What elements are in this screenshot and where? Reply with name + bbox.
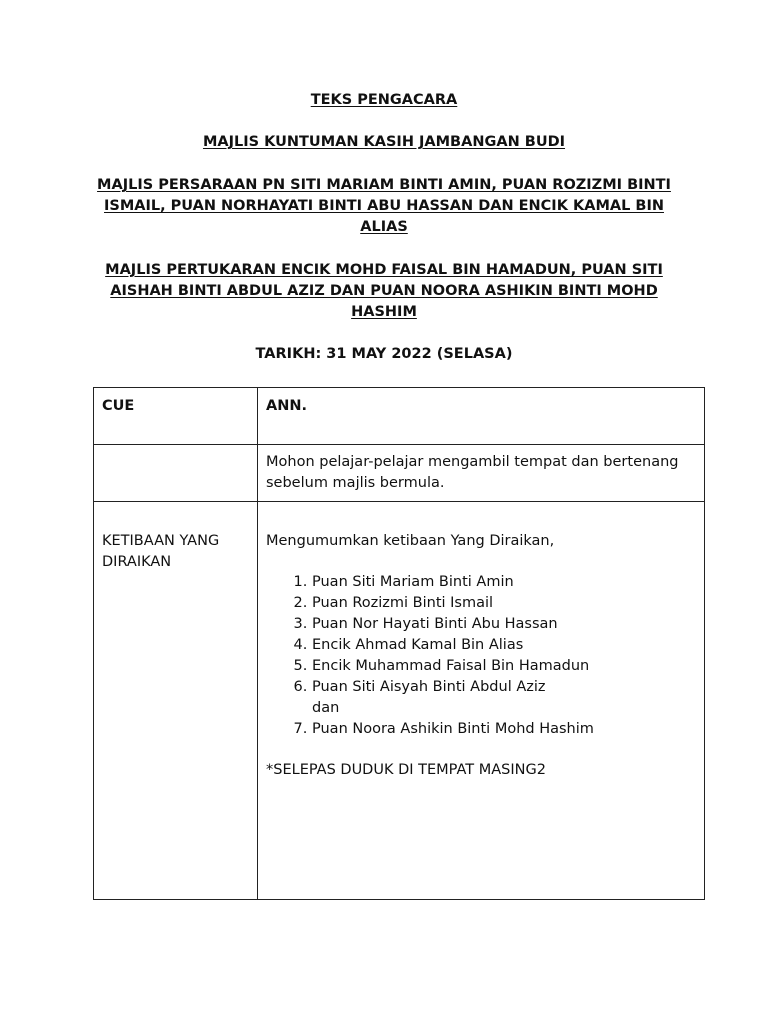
cue-header: CUE: [102, 398, 135, 414]
list-item-text: Puan Siti Aisyah Binti Abdul Aziz: [312, 679, 546, 695]
list-item: 7. Puan Noora Ashikin Binti Mohd Hashim: [312, 719, 696, 740]
cue-cell: [94, 502, 258, 900]
cue-header-cell: [94, 388, 258, 445]
ann-cell: [258, 502, 705, 900]
ann-cell: [258, 445, 705, 502]
list-item-with-conjunction: [312, 677, 696, 719]
transfer-heading: MAJLIS PERTUKARAN ENCIK MOHD FAISAL BIN HAMADUN, PUAN SITI AISHAH BINTI ABDUL AZIZ DAN PUAN NOORA ASHIKIN BINTI MOHD HASHIM: [105, 262, 663, 320]
table-row: [94, 502, 705, 900]
table-row: [94, 445, 705, 502]
ann-header: ANN.: [266, 398, 308, 414]
cue-cell-empty: [94, 445, 258, 502]
list-item: 1. Puan Siti Mariam Binti Amin: [312, 572, 696, 593]
list-item: 5. Encik Muhammad Faisal Bin Hamadun: [312, 656, 696, 677]
event-subtitle: MAJLIS KUNTUMAN KASIH JAMBANGAN BUDI: [202, 134, 566, 150]
table-header-row: [94, 388, 705, 445]
ann-header-cell: [258, 388, 705, 445]
retirement-heading: MAJLIS PERSARAAN PN SITI MARIAM BINTI AMIN, PUAN ROZIZMI BINTI ISMAIL, PUAN NORHAYATI BINTI ABU HASSAN DAN ENCIK KAMAL BIN ALIAS: [97, 177, 671, 235]
cue-table: [93, 387, 705, 900]
seating-note: *SELEPAS DUDUK DI TEMPAT MASING2: [266, 762, 546, 778]
ann-text: Mohon pelajar-pelajar mengambil tempat dan bertenang sebelum majlis bermula.: [266, 454, 679, 491]
cue-text: KETIBAAN YANG DIRAIKAN: [102, 533, 220, 570]
list-item: 2. Puan Rozizmi Binti Ismail: [312, 593, 696, 614]
honoree-list: [266, 572, 696, 740]
arrival-intro: Mengumumkan ketibaan Yang Diraikan,: [266, 533, 555, 549]
date-line: TARIKH: 31 MAY 2022 (SELASA): [255, 346, 513, 362]
conjunction-text: dan: [312, 700, 340, 716]
document-title: TEKS PENGACARA: [310, 92, 458, 108]
list-item: 3. Puan Nor Hayati Binti Abu Hassan: [312, 614, 696, 635]
list-item: 4. Encik Ahmad Kamal Bin Alias: [312, 635, 696, 656]
ann-content: [258, 502, 704, 781]
cue-text: [94, 445, 257, 452]
